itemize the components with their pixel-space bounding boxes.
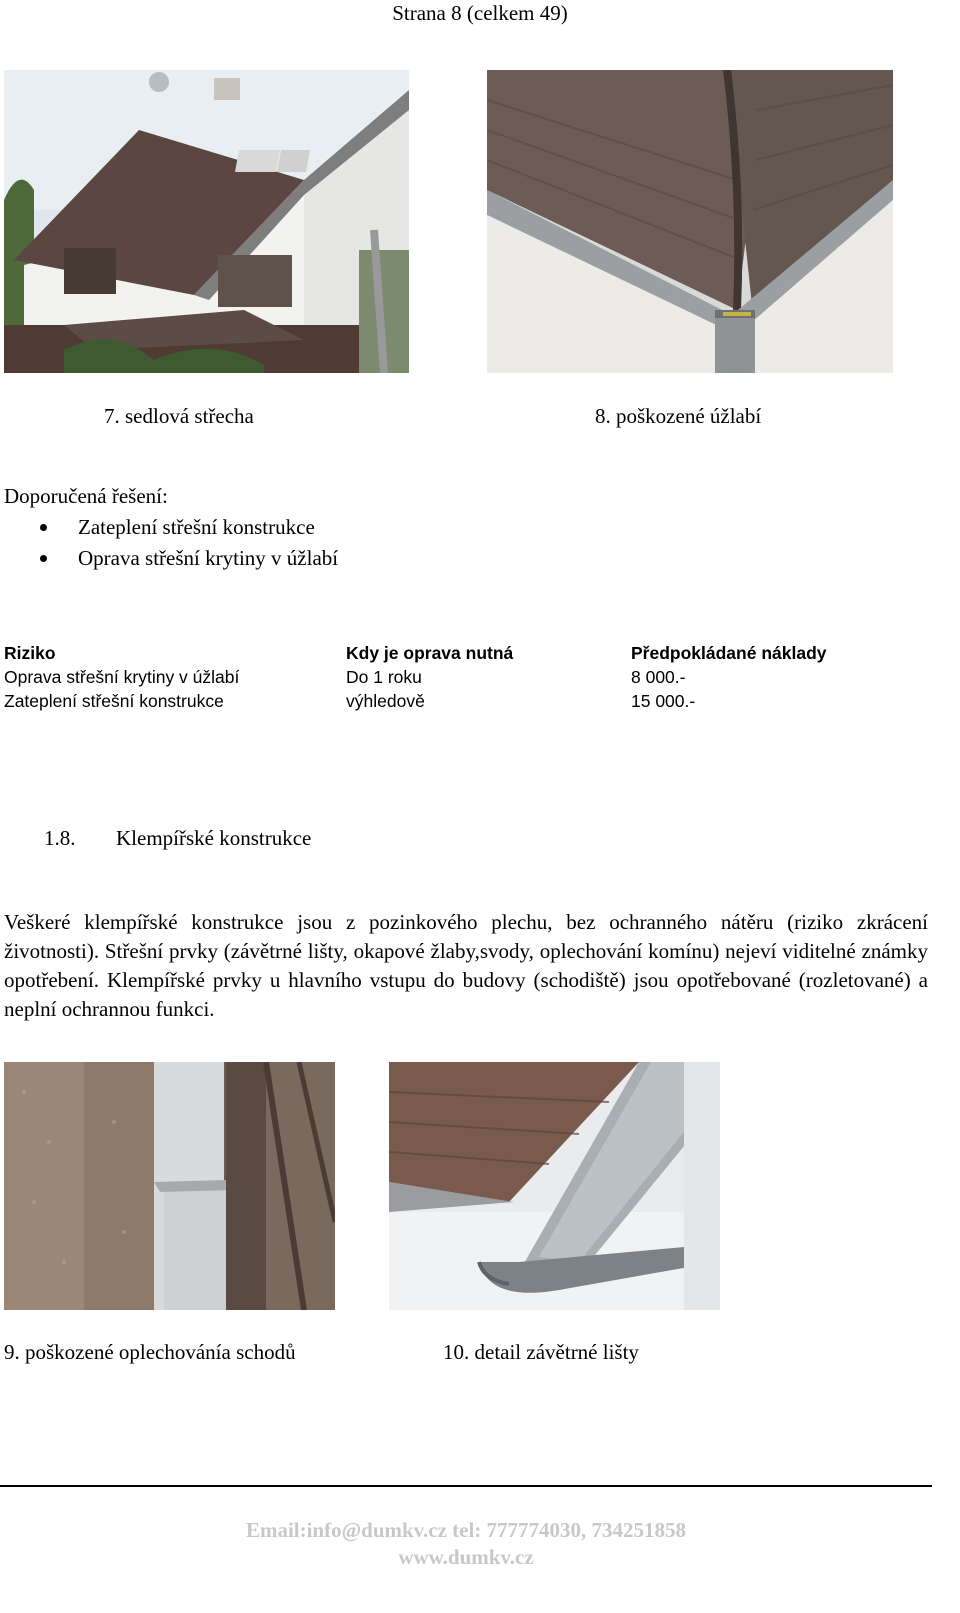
photo-caption: 7. sedlová střecha — [104, 404, 254, 428]
photo-stair-flashing — [4, 1062, 335, 1310]
table-header-cell: Riziko — [4, 642, 56, 663]
list-item-text: Zateplení střešní konstrukce — [78, 515, 315, 539]
section-paragraph: Veškeré klempířské konstrukce jsou z pozinkového plechu, bez ochranného nátěru (riziko zkrácení životnosti). Střešní prvky (závětrné lišty, okapové žlaby,svody, oplechování komínu) nejeví viditelné známky opotřebení. Klempířské prvky u hlavního vstupu do budovy (schodiště) jsou opotřebované (rozletované) a neplní ochrannou funkci. — [4, 910, 928, 1021]
photo-caption: 8. poškozené úžlabí — [595, 404, 762, 428]
list-item — [40, 512, 338, 543]
footer-website: www.dumkv.cz — [398, 1545, 534, 1569]
section-title: Klempířské konstrukce — [116, 826, 312, 850]
list-item-text: Oprava střešní krytiny v úžlabí — [78, 546, 339, 570]
recommendations-heading: Doporučená řešení: — [4, 484, 168, 508]
table-row — [4, 689, 911, 713]
photo-barge-board — [389, 1062, 720, 1310]
photo-gable-roof — [4, 70, 409, 373]
table-cell: výhledově — [346, 690, 425, 711]
recommendations-list — [40, 512, 338, 574]
footer-contact: Email:info@dumkv.cz tel: 777774030, 734251858 — [245, 1518, 687, 1542]
photo-damaged-valley — [487, 70, 893, 373]
photo-caption: 9. poškozené oplechovánía schodů — [4, 1340, 296, 1364]
bullet-icon — [40, 555, 47, 562]
footer-divider — [0, 1485, 932, 1487]
page-header: Strana 8 (celkem 49) — [392, 1, 568, 25]
list-item — [40, 543, 338, 574]
table-row — [4, 665, 911, 689]
table-cell: Oprava střešní krytiny v úžlabí — [4, 666, 240, 687]
photo-caption: 10. detail závětrné lišty — [443, 1340, 639, 1364]
table-cell: 15 000.- — [631, 690, 696, 711]
table-header-cell: Předpokládané náklady — [631, 642, 827, 663]
bullet-icon — [40, 524, 47, 531]
risk-table — [4, 641, 911, 713]
table-cell: Do 1 roku — [346, 666, 422, 687]
table-cell: Zateplení střešní konstrukce — [4, 690, 224, 711]
section-number: 1.8. — [44, 826, 76, 850]
table-header-cell: Kdy je oprava nutná — [346, 642, 514, 663]
table-header-row — [4, 641, 911, 665]
table-cell: 8 000.- — [631, 666, 686, 687]
